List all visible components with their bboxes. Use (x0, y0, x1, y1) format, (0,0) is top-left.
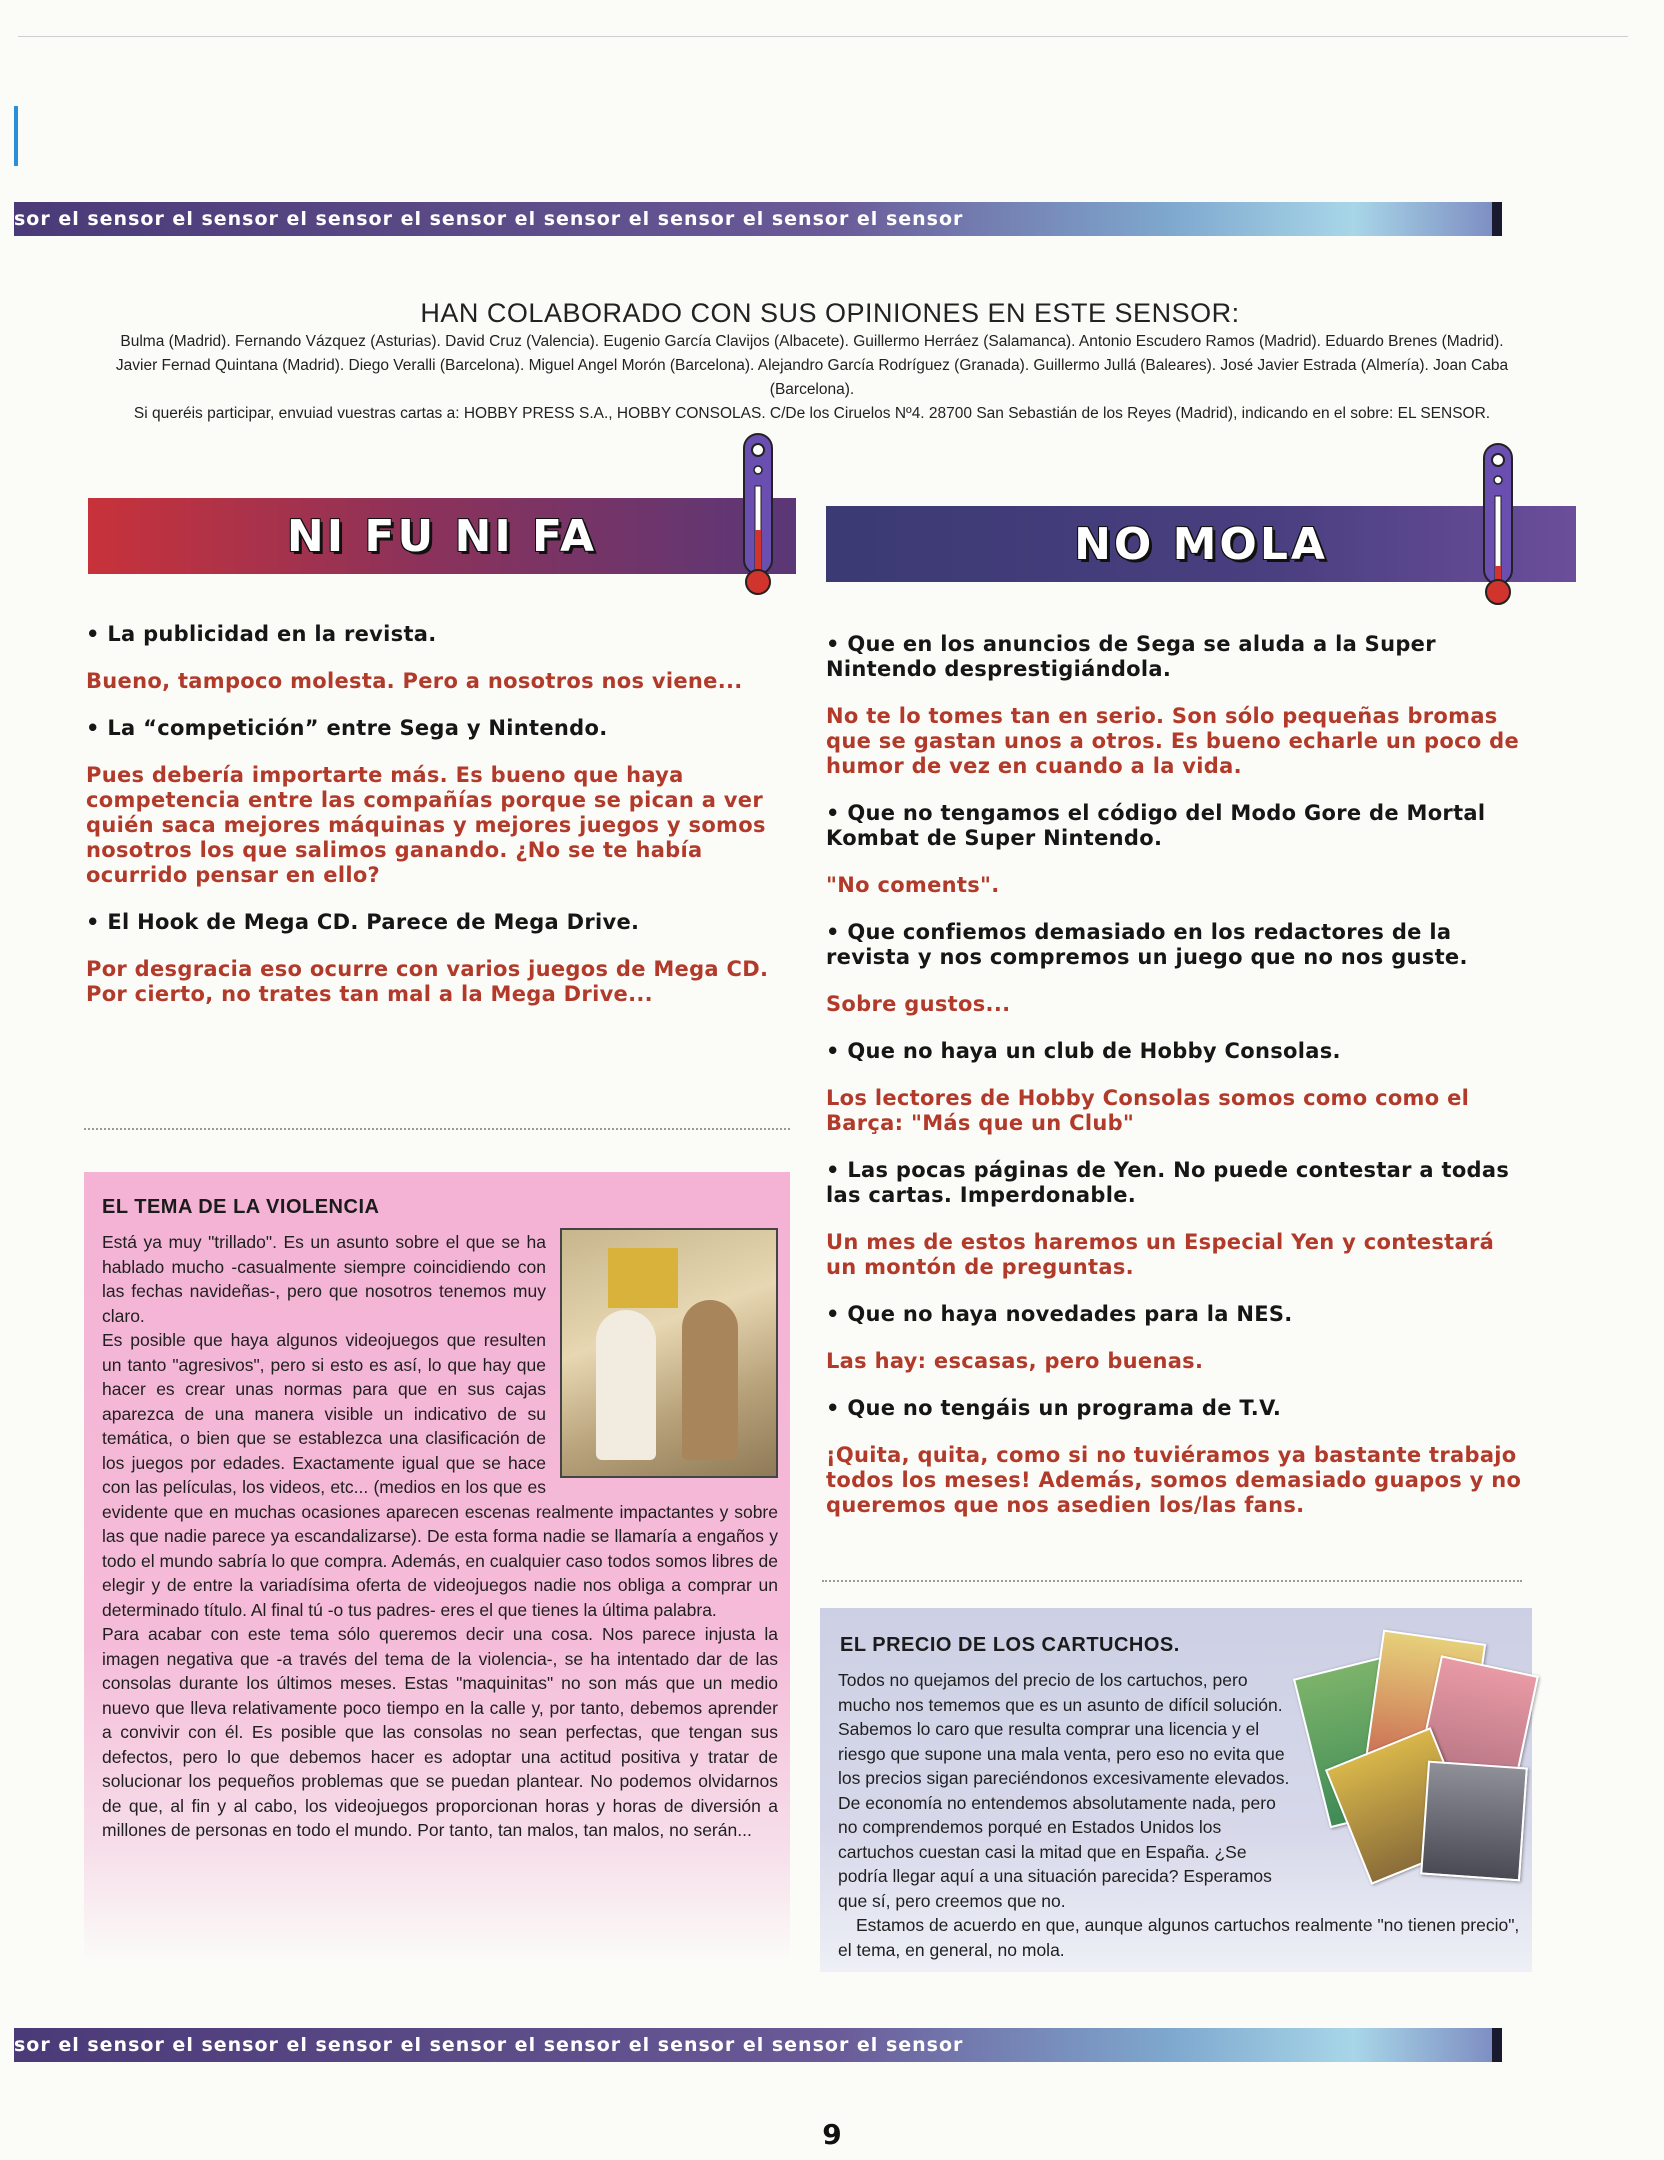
ni-fu-ni-fa-column (86, 622, 798, 1029)
top-band-text: sor el sensor el sensor el sensor el sensor el sensor el sensor el sensor el sensor (14, 208, 964, 230)
section-divider (84, 1128, 790, 1130)
reader-opinion: • La “competición” entre Sega y Nintendo. (86, 716, 608, 740)
editor-reply: Bueno, tampoco molesta. Pero a nosotros nos viene... (86, 669, 743, 693)
violence-box-body (102, 1230, 778, 1843)
editor-reply: Un mes de estos haremos un Especial Yen y contestará un montón de preguntas. (826, 1230, 1495, 1279)
reader-opinion: • Que no haya un club de Hobby Consolas. (826, 1039, 1341, 1063)
violence-paragraph: Es posible que haya algunos videojuegos que resulten un tanto "agresivos", pero si esto es así, lo que hay que hacer es crear unas normas para que en sus cajas aparezca de una manera visible un indicativo de su temática, o bien que se establezca una clasificación de los juegos por edades. Exactamente igual que se hace con las películas, los videos, etc... (medios en los que es evidente que en muchas ocasiones aparecen escenas realmente impactantes y sobre las que nadie parece ya escandalizarse). De esta forma nadie se llamaría a engaños y todo el mundo sabría lo que compra. Además, en cualquier caso todos somos libres de elegir y de entre la variadísima oferta de videojuegos nadie nos obliga a comprar un determinado título. Al final tú -o tus padres- eres el que tienes la última palabra. (102, 1330, 778, 1620)
collaborators-block (98, 330, 1526, 426)
editor-reply: No te lo tomes tan en serio. Son sólo pequeñas bromas que se gastan unos a otros. Es bueno echarle un poco de humor de vez en cuando a la vida. (826, 704, 1520, 778)
no-mola-column (826, 632, 1530, 1540)
page-number: 9 (822, 2118, 842, 2151)
editor-reply: Las hay: escasas, pero buenas. (826, 1349, 1204, 1373)
violence-paragraph: Está ya muy "trillado". Es un asunto sobre el que se ha hablado mucho -casualmente siempre coincidiendo con las fechas navideñas-, pero que nosotros tenemos muy claro. (102, 1232, 546, 1326)
editor-reply: ¡Quita, quita, como si no tuviéramos ya bastante trabajo todos los meses! Además, somos demasiado guapos y no queremos que nos asedien los/las fans. (826, 1443, 1522, 1517)
reader-opinion: • Que no tengáis un programa de T.V. (826, 1396, 1282, 1420)
violence-box (84, 1172, 790, 1960)
price-paragraph: Estamos de acuerdo en que, aunque algunos cartuchos realmente "no tienen precio", el tema, en general, no mola. (838, 1915, 1520, 1960)
reader-opinion: • La publicidad en la revista. (86, 622, 437, 646)
editor-reply: Por desgracia eso ocurre con varios juegos de Mega CD. Por cierto, no trates tan mal a la Mega Drive... (86, 957, 769, 1006)
editor-reply: "No coments". (826, 873, 1000, 897)
reader-opinion: • Que no haya novedades para la NES. (826, 1302, 1293, 1326)
reader-opinion: • Que no tengamos el código del Modo Gore de Mortal Kombat de Super Nintendo. (826, 801, 1486, 850)
thermometer-icon (730, 430, 784, 600)
no-mola-header: NO MOLA (826, 506, 1576, 582)
band-end-bar (1492, 202, 1502, 236)
price-paragraph: Todos no quejamos del precio de los cartuchos, pero mucho nos tememos que es un asunto de difícil solución. Sabemos lo caro que resulta comprar una licencia y el riesgo que supone una mala venta, pero eso no evita que los precios sigan pareciéndonos excesivamente elevados. De economía no entendemos absolutamente nada, pero no comprendemos porqué en Estados Unidos los cartuchos cuestan casi la mitad que en España. ¿Se podría llegar aquí a una situación parecida? Esperamos que sí, pero creemos que no. (838, 1670, 1290, 1911)
collaborators-address: Si queréis participar, envuiad vuestras cartas a: HOBBY PRESS S.A., HOBBY CONSOLAS. C/De los Ciruelos Nº4. 28700 San Sebastián de los Reyes (Madrid), indicando en el sobre: EL SENSOR. (133, 405, 1491, 422)
section-divider (822, 1580, 1522, 1582)
page-top-rule (18, 36, 1628, 37)
band-end-bar (1492, 2028, 1502, 2062)
editor-reply: Pues debería importarte más. Es bueno que haya competencia entre las compañías porque se pican a ver quién saca mejores máquinas y mejores juegos y somos nosotros los que salimos ganando. ¿No se te había ocurrido pensar en ello? (86, 763, 766, 887)
reader-opinion: • Que confiemos demasiado en los redactores de la revista y nos compremos un juego que no nos guste. (826, 920, 1468, 969)
collaborators-names: Bulma (Madrid). Fernando Vázquez (Asturias). David Cruz (Valencia). Eugenio García Clavijos (Albacete). Guillermo Herráez (Salamanca). Antonio Escudero Ramos (Madrid). Eduardo Brenes (Madrid). Javier Fernad Quintana (Madrid). Diego Veralli (Barcelona). Miguel Angel Morón (Barcelona). Alejandro García Rodríguez (Granada). Guillermo Jullá (Baleares). José Javier Estrada (Almería). Joan Caba (Barcelona). (115, 333, 1509, 398)
editor-reply: Los lectores de Hobby Consolas somos como como el Barça: "Más que un Club" (826, 1086, 1470, 1135)
bottom-band-text: sor el sensor el sensor el sensor el sensor el sensor el sensor el sensor el sensor (14, 2034, 964, 2056)
banknotes-image (1304, 1624, 1528, 1882)
game-screenshot-image (560, 1228, 778, 1478)
thermometer-icon (1470, 440, 1524, 610)
top-sensor-band (14, 202, 1502, 236)
reader-opinion: • El Hook de Mega CD. Parece de Mega Drive. (86, 910, 640, 934)
violence-paragraph: Para acabar con este tema sólo queremos decir una cosa. Nos parece injusta la imagen negativa que -a través del tema de la violencia-, se ha intentado dar de las consolas durante los últimos meses. Estas "maquinitas" no son más que un medio nuevo que lleva relativamente poco tiempo en la calle y, por tanto, debemos aprender a convivir con él. Es posible que las consolas no sean perfectas, que tengan sus defectos, pero lo que debemos hacer es adoptar una actitud positiva y tratar de solucionar los pequeños problemas que se puedan plantear. No podemos olvidarnos de que, al fin y al cabo, los videojuegos proporcionan horas y horas de diversión a millones de personas en todo el mundo. Por tanto, tan malos, tan malos, no serán... (102, 1624, 778, 1840)
bottom-sensor-band (14, 2028, 1502, 2062)
collaborators-title: HAN COLABORADO CON SUS OPINIONES EN ESTE SENSOR: (420, 298, 1240, 328)
price-box-title: EL PRECIO DE LOS CARTUCHOS. (840, 1634, 1180, 1656)
editor-reply: Sobre gustos... (826, 992, 1011, 1016)
cartridge-price-box (820, 1608, 1532, 1972)
reader-opinion: • Que en los anuncios de Sega se aluda a la Super Nintendo desprestigiándola. (826, 632, 1436, 681)
ni-fu-ni-fa-header: NI FU NI FA (88, 498, 796, 574)
price-box-body (838, 1668, 1524, 1962)
violence-box-title: EL TEMA DE LA VIOLENCIA (102, 1196, 380, 1218)
side-color-mark (14, 106, 18, 166)
reader-opinion: • Las pocas páginas de Yen. No puede contestar a todas las cartas. Imperdonable. (826, 1158, 1510, 1207)
